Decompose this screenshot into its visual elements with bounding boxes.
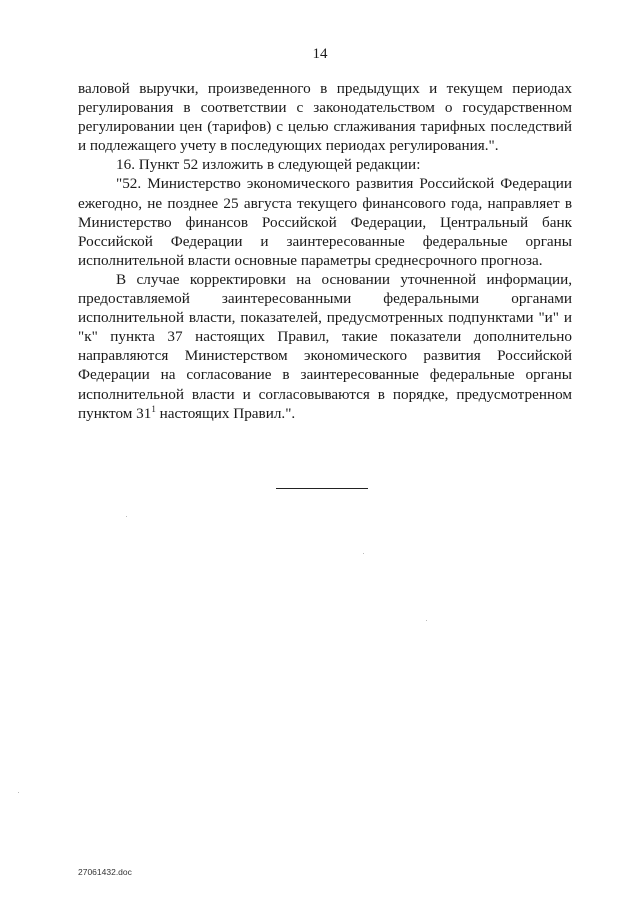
scan-speck [126,516,127,517]
text-line: исполнительной власти и согласовываются в порядке, предусмотренном [78,385,572,403]
scan-speck [363,553,364,554]
text-line: исполнительной власти, показателей, предусмотренных подпунктами "и" и [78,309,572,327]
text-line: регулировании цен (тарифов) с целью сглаживания тарифных последствий [78,118,572,136]
text-line: исполнительной власти основные параметры среднесрочного прогноза. [78,251,543,269]
paragraph-continuation [78,79,572,155]
scan-speck [18,792,19,793]
paragraph-correction [78,270,572,423]
document-body [78,79,572,423]
text-fragment: пунктом 31 [78,404,152,422]
text-line: регулирования в соответствии с законодательством о государственном [78,99,572,117]
text-line: ежегодно, не позднее 25 августа текущего финансового года, направляет в [78,194,572,212]
text-line: валовой выручки, произведенного в предыдущих и текущем периодах [78,80,572,97]
superscript: 1 [151,403,156,414]
text-line: "52. Министерство экономического развития Российской Федерации [116,175,572,193]
file-code: 27061432.doc [78,867,132,877]
text-line: Федерации на согласование в заинтересованные федеральные органы [78,366,572,384]
scan-speck [426,620,427,621]
separator-line [276,488,368,489]
text-line-final [78,404,572,423]
text-fragment: настоящих Правил.". [155,404,296,422]
text-line: 16. Пункт 52 изложить в следующей редакции: [116,156,421,174]
page-number: 14 [312,46,328,62]
text-line: Министерство финансов Российской Федерации, Центральный банк [78,213,572,231]
text-line: направляются Министерством экономического развития Российской [78,347,572,365]
text-line: "к" пункта 37 настоящих Правил, такие показатели дополнительно [78,328,572,346]
text-line: Российской Федерации и заинтересованные федеральные органы [78,232,572,250]
text-line: и подлежащего учету в последующих периодах регулирования.". [78,137,499,155]
paragraph-point-52 [78,174,572,269]
paragraph-item-16 [78,155,572,174]
text-line: предоставляемой заинтересованными федеральными органами [78,290,572,308]
text-line: В случае корректировки на основании уточненной информации, [116,270,572,288]
